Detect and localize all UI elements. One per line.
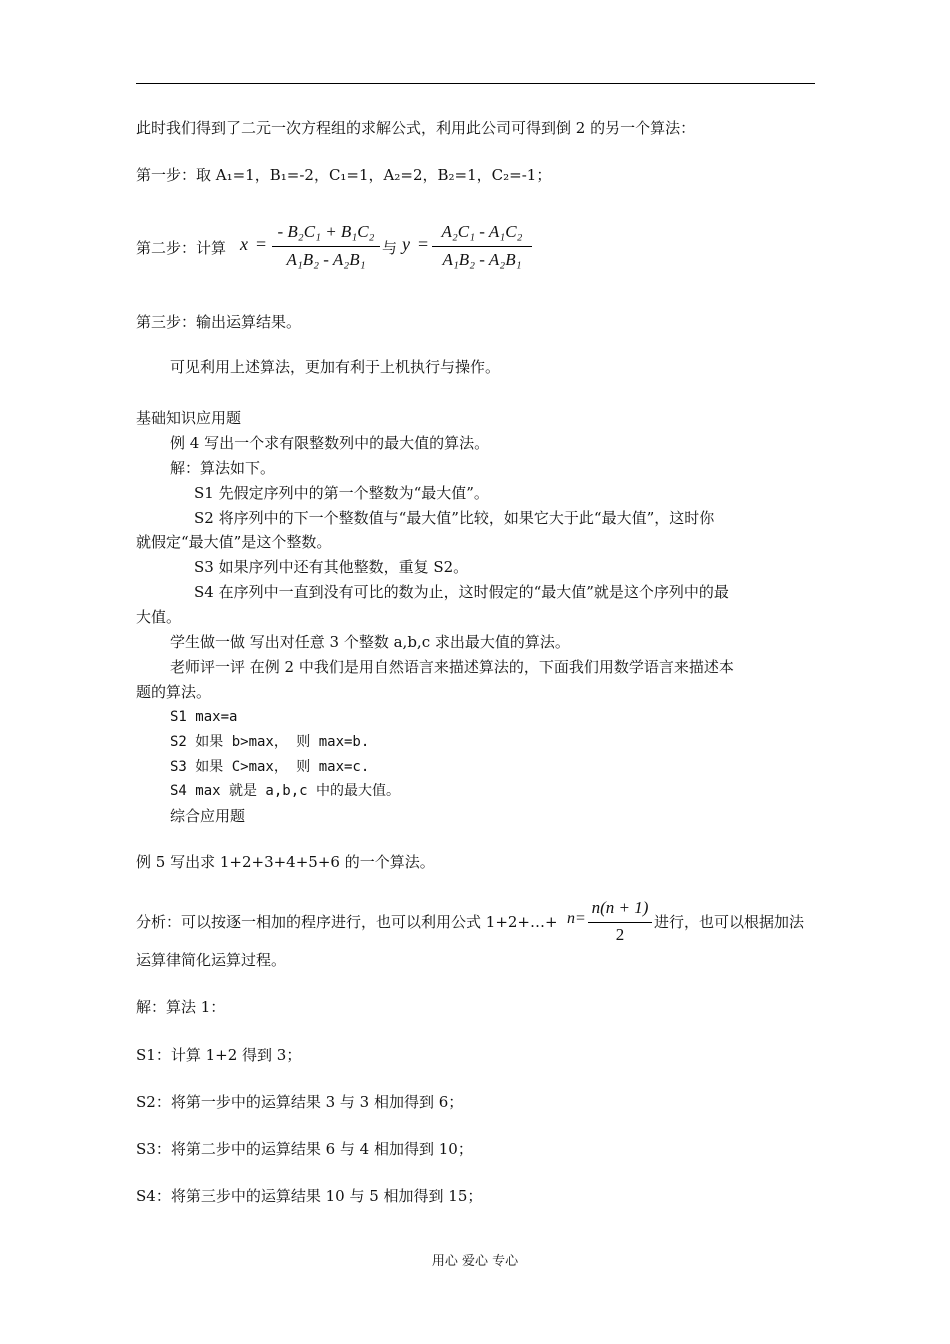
page-footer: 用心 爱心 专心: [431, 1254, 519, 1269]
sum-fraction-bar: [588, 922, 652, 923]
algo-step-s4-cont: 大值。: [136, 608, 182, 626]
sum-step-s4: S4：将第三步中的运算结果 10 与 5 相加得到 15；: [136, 1187, 483, 1205]
analysis-equals: =: [576, 910, 586, 927]
y-fraction: [432, 222, 532, 272]
para-conclusion: 可见利用上述算法，更加有利于上机执行与操作。: [170, 358, 501, 376]
x-denominator: A₁B₂ - A₂B₁: [286, 250, 366, 269]
algo-step-s3: S3 如果序列中还有其他整数，重复 S2。: [194, 558, 469, 576]
header-rule: [136, 83, 815, 84]
x-numerator: - B₂C₁ + B₁C₂: [277, 222, 375, 241]
sum-denominator: 2: [615, 925, 625, 944]
teacher-comment: 老师评一评 在例 2 中我们是用自然语言来描述算法的，下面我们用数学语言来描述本: [170, 658, 734, 676]
solution-label: 解：算法如下。: [170, 459, 276, 477]
conjunction-and: 与: [382, 239, 398, 257]
para-formula-intro: 此时我们得到了二元一次方程组的求解公式，利用此公司可得到倒 2 的另一个算法：: [136, 119, 696, 137]
algo-step-s4: S4 在序列中一直到没有可比的数为止，这时假定的“最大值”就是这个序列中的最: [194, 583, 729, 601]
y-equals: =: [418, 234, 429, 254]
sum-step-s3: S3：将第二步中的运算结果 6 与 4 相加得到 10；: [136, 1140, 473, 1158]
x-equals: =: [256, 234, 267, 254]
x-variable: x: [240, 234, 248, 254]
x-fraction-bar: [272, 246, 380, 247]
y-denominator: A₁B₂ - A₂B₁: [442, 250, 522, 269]
y-fraction-bar: [432, 246, 532, 247]
sum-step-s1: S1：计算 1+2 得到 3；: [136, 1046, 302, 1064]
example-5: 例 5 写出求 1+2+3+4+5+6 的一个算法。: [136, 853, 435, 871]
analysis-text-end: 运算律简化运算过程。: [136, 951, 287, 969]
student-exercise: 学生做一做 写出对任意 3 个整数 a,b,c 求出最大值的算法。: [170, 633, 570, 651]
algo-step-s1: S1 先假定序列中的第一个整数为“最大值”。: [194, 484, 489, 502]
step-1: 第一步：取 A₁=1，B₁=-2，C₁=1，A₂=2，B₂=1，C₂=-1；: [136, 166, 552, 184]
step-2-label: 第二步：计算: [136, 239, 227, 257]
section-heading-comprehensive: 综合应用题: [170, 807, 246, 825]
section-heading-basic: 基础知识应用题: [136, 409, 242, 427]
step-3: 第三步：输出运算结果。: [136, 313, 302, 331]
algo-step-s2-cont: 就假定“最大值”是这个整数。: [136, 533, 332, 551]
sum-numerator: n(n + 1): [591, 898, 649, 917]
x-fraction: [272, 222, 380, 272]
sum-step-s2: S2：将第一步中的运算结果 3 与 3 相加得到 6；: [136, 1093, 464, 1111]
sum-formula-fraction: [588, 898, 652, 948]
analysis-text-cont: 进行，也可以根据加法: [654, 913, 805, 931]
solution-algorithm-1: 解：算法 1：: [136, 998, 226, 1016]
y-variable: y: [402, 234, 410, 254]
analysis-text: 分析：可以按逐一相加的程序进行，也可以利用公式 1+2+…+: [136, 913, 558, 931]
analysis-n: n: [567, 910, 575, 927]
math-step-s4: S4 max 就是 a,b,c 中的最大值。: [170, 783, 401, 799]
math-step-s1: S1 max=a: [170, 709, 238, 725]
y-numerator: A₂C₁ - A₁C₂: [441, 222, 523, 241]
example-4: 例 4 写出一个求有限整数列中的最大值的算法。: [170, 434, 490, 452]
teacher-comment-cont: 题的算法。: [136, 683, 212, 701]
algo-step-s2: S2 将序列中的下一个整数值与“最大值”比较，如果它大于此“最大值”，这时你: [194, 509, 715, 527]
math-step-s3: S3 如果 C>max， 则 max=c.: [170, 759, 370, 775]
math-step-s2: S2 如果 b>max， 则 max=b.: [170, 734, 370, 750]
